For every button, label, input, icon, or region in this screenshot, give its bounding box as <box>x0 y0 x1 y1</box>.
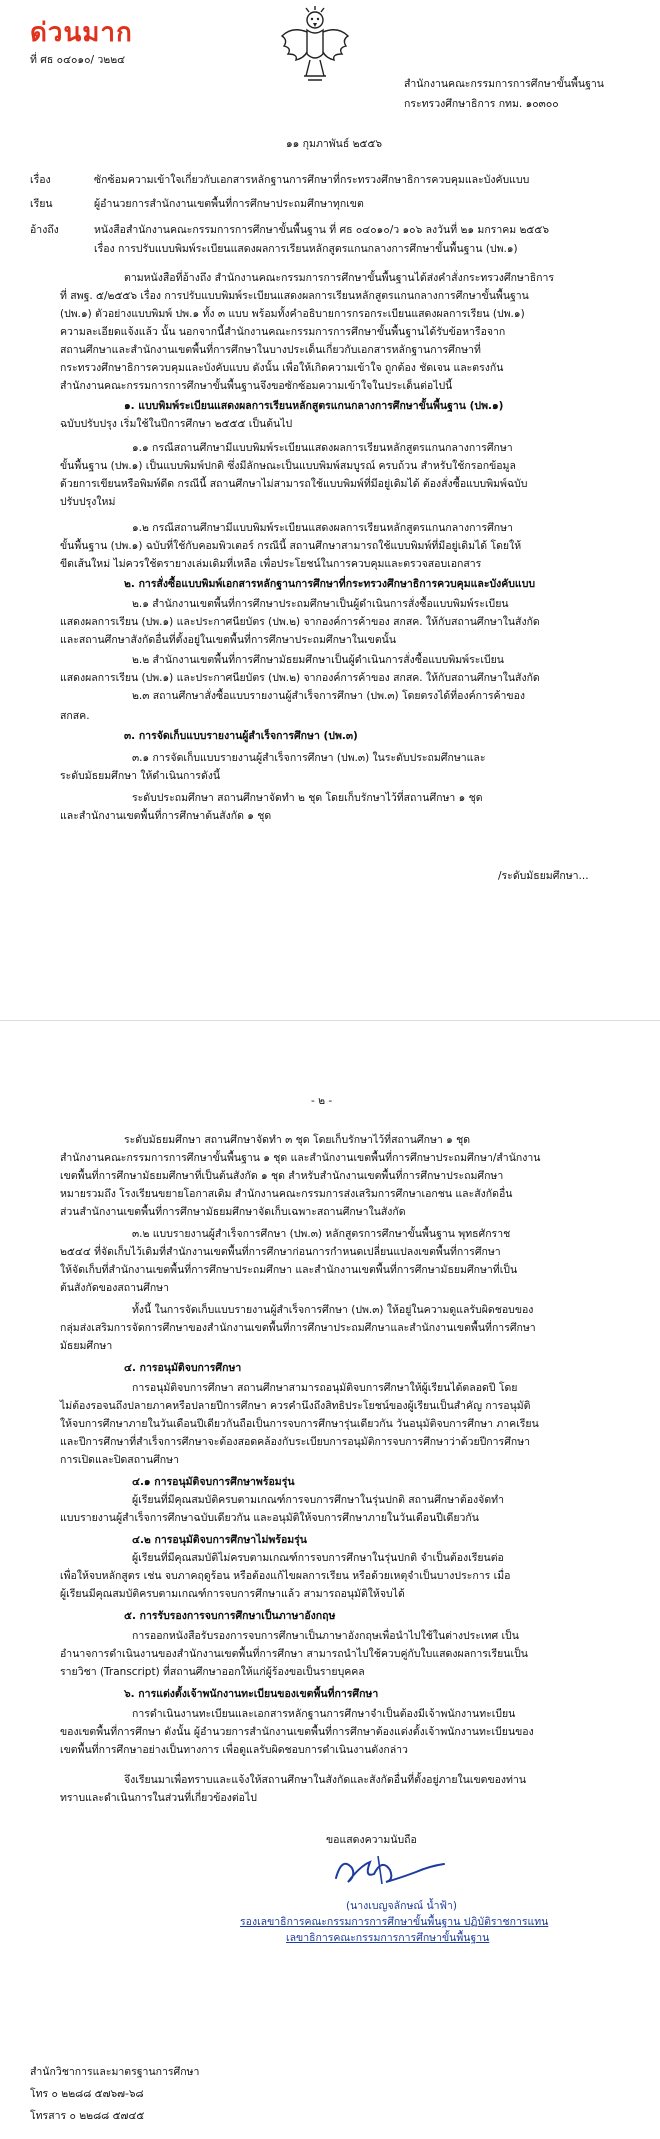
signer-title-2: เลขาธิการคณะกรรมการการศึกษาขั้นพื้นฐาน <box>286 1932 490 1944</box>
body-line: ผู้เรียนมีคุณสมบัติครบตามเกณฑ์การจบการศึกษาแล้ว สามารถอนุมัติให้จบได้ <box>60 1588 405 1600</box>
body-line: ไม่ต้องรอจนถึงปลายภาคหรือปลายปีการศึกษา ควรคำนึงถึงสิทธิประโยชน์ของผู้เรียนเป็นสำคัญ การอนุมัติ <box>60 1400 531 1412</box>
page-divider <box>0 1020 660 1021</box>
body-line: รายวิชา (Transcript) ที่สถานศึกษาออกให้แก่ผู้ร้องขอเป็นรายบุคคล <box>60 1666 365 1678</box>
recipient-label: เรียน <box>30 198 53 210</box>
footer-department: สำนักวิชาการและมาตรฐานการศึกษา <box>30 2066 200 2078</box>
body-line: ทั้งนี้ ในการจัดเก็บแบบรายงานผู้สำเร็จการศึกษา (ปพ.๓) ให้อยู่ในความดูแลรับผิดชอบของ <box>132 1304 534 1316</box>
body-line: ระดับมัธยมศึกษา ให้ดำเนินการดังนี้ <box>60 770 221 782</box>
body-line: และสถานศึกษาสังกัดอื่นที่ตั้งอยู่ในเขตพื้นที่การศึกษาประถมศึกษาในเขตนั้น <box>60 634 396 646</box>
body-line: ฉบับปรับปรุง เริ่มใช้ในปีการศึกษา ๒๕๕๕ เป็นต้นไป <box>60 418 293 430</box>
body-line: ขั้นพื้นฐาน (ปพ.๑) เป็นแบบพิมพ์ปกติ ซึ่งมีลักษณะเป็นแบบพิมพ์สมบูรณ์ ครบถ้วน สำหรับใช้กรอกข้อมูล <box>60 460 516 472</box>
section-heading: ๔. การอนุมัติจบการศึกษา <box>124 1362 242 1374</box>
urgency-label: ด่วนมาก <box>30 18 133 48</box>
body-line: จึงเรียนมาเพื่อทราบและแจ้งให้สถานศึกษาในสังกัดและสังกัดอื่นที่ตั้งอยู่ภายในเขตของท่าน <box>124 1774 527 1786</box>
reference-line-2: เรื่อง การปรับแบบพิมพ์ระเบียนแสดงผลการเรียนหลักสูตรแกนกลางการศึกษาขั้นพื้นฐาน (ปพ.๑) <box>94 243 518 255</box>
subsection-heading: ๔.๑ การอนุมัติจบการศึกษาพร้อมรุ่น <box>132 1476 295 1488</box>
section-heading: ๕. การรับรองการจบการศึกษาเป็นภาษาอังกฤษ <box>124 1610 336 1622</box>
section-heading: ๑. แบบพิมพ์ระเบียนแสดงผลการเรียนหลักสูตรแกนกลางการศึกษาขั้นพื้นฐาน (ปพ.๑) <box>124 400 504 412</box>
body-line: สำนักงานคณะกรรมการการศึกษาขั้นพื้นฐาน ๑ ชุด และสำนักงานเขตพื้นที่การศึกษาประถมศึกษา/สำนักงาน <box>60 1152 541 1164</box>
recipient: ผู้อำนวยการสำนักงานเขตพื้นที่การศึกษาประถมศึกษาทุกเขต <box>94 198 364 210</box>
page-number: - ๒ - <box>311 1095 333 1107</box>
signer-title-1: รองเลขาธิการคณะกรรมการการศึกษาขั้นพื้นฐาน ปฏิบัติราชการแทน <box>240 1916 549 1928</box>
closing-regards: ขอแสดงความนับถือ <box>326 1834 417 1846</box>
body-line: ส่วนสำนักงานเขตพื้นที่การศึกษามัธยมศึกษาจัดเก็บเฉพาะสถานศึกษาในสังกัด <box>60 1206 406 1218</box>
body-line: ระดับประถมศึกษา สถานศึกษาจัดทำ ๒ ชุด โดยเก็บรักษาไว้ที่สถานศึกษา ๑ ชุด <box>132 792 483 804</box>
section-heading: ๖. การแต่งตั้งเจ้าพนักงานทะเบียนของเขตพื้นที่การศึกษา <box>124 1688 379 1700</box>
body-line: ด้วยการเขียนหรือพิมพ์ดีด กรณีนี้ สถานศึกษาไม่สามารถใช้แบบพิมพ์ที่มีอยู่เดิมได้ ต้องสั่งซื้อแบบพิมพ์ฉบับ <box>60 478 528 490</box>
body-line: สกสค. <box>60 710 90 722</box>
section-heading: ๒. การสั่งซื้อแบบพิมพ์เอกสารหลักฐานการศึกษาที่กระทรวงศึกษาธิการควบคุมและบังคับแบบ <box>124 578 536 590</box>
reference-line-1: หนังสือสำนักงานคณะกรรมการการศึกษาขั้นพื้นฐาน ที่ ศธ ๐๔๐๑๐/ว ๑๐๖ ลงวันที่ ๒๑ มกราคม ๒๕๕๖ <box>94 224 549 236</box>
subject-label: เรื่อง <box>30 174 51 186</box>
body-line: มัธยมศึกษา <box>60 1340 113 1352</box>
office-address: กระทรวงศึกษาธิการ กทม. ๑๐๓๐๐ <box>404 98 559 110</box>
body-line: ขั้นพื้นฐาน (ปพ.๑) ฉบับที่ใช้กับคอมพิวเตอร์ กรณีนี้ สถานศึกษาสามารถใช้แบบพิมพ์ที่มีอยู่เดิมได้ โดยให้ <box>60 540 522 552</box>
body-line: กลุ่มส่งเสริมการจัดการศึกษาของสำนักงานเขตพื้นที่การศึกษาประถมศึกษาและสำนักงานเขตพื้นที่การศึกษา <box>60 1322 536 1334</box>
body-line: การออกหนังสือรับรองการจบการศึกษาเป็นภาษาอังกฤษเพื่อนำไปใช้ในต่างประเทศ เป็น <box>132 1630 519 1642</box>
footer-fax: โทรสาร ๐ ๒๒๘๘ ๕๗๔๕ <box>30 2110 145 2122</box>
body-line: (ปพ.๑) ตัวอย่างแบบพิมพ์ ปพ.๑ ทั้ง ๓ แบบ พร้อมทั้งคำอธิบายการกรอกระเบียนแสดงผลการเรียน (ปพ.๑) <box>60 308 525 320</box>
body-line: ระดับมัธยมศึกษา สถานศึกษาจัดทำ ๓ ชุด โดยเก็บรักษาไว้ที่สถานศึกษา ๑ ชุด <box>124 1134 471 1146</box>
body-line: ๒๕๔๔ ที่จัดเก็บไว้เดิมที่สำนักงานเขตพื้นที่การศึกษาก่อนการกำหนดเปลี่ยนแปลงเขตพื้นที่การศึกษา <box>60 1246 501 1258</box>
subsection-heading: ๔.๒ การอนุมัติจบการศึกษาไม่พร้อมรุ่น <box>132 1534 307 1546</box>
footer-phone: โทร ๐ ๒๒๘๘ ๕๗๖๗-๖๘ <box>30 2088 144 2100</box>
body-line: เพื่อให้จบหลักสูตร เช่น จบภาคฤดูร้อน หรือต้องแก้ไขผลการเรียน หรือด้วยเหตุจำเป็นบางประการ เมื่อ <box>60 1570 511 1582</box>
reference-number: ที่ ศธ ๐๔๐๑๐/ ว๒๒๔ <box>30 54 126 66</box>
body-line: ให้จัดเก็บที่สำนักงานเขตพื้นที่การศึกษาประถมศึกษา และสำนักงานเขตพื้นที่การศึกษามัธยมศึกษาที่เป็น <box>60 1264 518 1276</box>
continued-marker: /ระดับมัธยมศึกษา... <box>498 870 589 882</box>
body-line: ผู้เรียนที่มีคุณสมบัติครบตามเกณฑ์การจบการศึกษาในรุ่นปกติ สถานศึกษาต้องจัดทำ <box>132 1494 504 1506</box>
subject-line: ซักซ้อมความเข้าใจเกี่ยวกับเอกสารหลักฐานการศึกษาที่กระทรวงศึกษาธิการควบคุมและบังคับแบบ <box>94 174 530 186</box>
body-line: ๒.๑ สำนักงานเขตพื้นที่การศึกษาประถมศึกษาเป็นผู้ดำเนินการสั่งซื้อแบบพิมพ์ระเบียน <box>132 598 509 610</box>
body-line: เขตพื้นที่การศึกษามัธยมศึกษาที่เป็นต้นสังกัด ๑ ชุด สำหรับสำนักงานเขตพื้นที่การศึกษาประถมศึกษา <box>60 1170 504 1182</box>
body-line: แสดงผลการเรียน (ปพ.๑) และประกาศนียบัตร (ปพ.๒) จากองค์การค้าของ สกสค. ให้กับสถานศึกษาในสังกัด <box>60 616 540 628</box>
garuda-emblem-icon <box>278 6 352 86</box>
body-line: เขตพื้นที่การศึกษาอย่างเป็นทางการ เพื่อดูแลรับผิดชอบการดำเนินงานดังกล่าว <box>60 1744 408 1756</box>
body-line: ปรับปรุงใหม่ <box>60 496 116 508</box>
body-line: การเปิดและปิดสถานศึกษา <box>60 1454 179 1466</box>
body-line: ของเขตพื้นที่การศึกษา ดังนั้น ผู้อำนวยการสำนักงานเขตพื้นที่การศึกษาต้องแต่งตั้งเจ้าพนักงานทะเบียนของ <box>60 1726 534 1738</box>
body-line: ขีดเส้นใหม่ ไม่ควรใช้ตรายางเล่มเดิมที่เหลือ เพื่อประโยชน์ในการควบคุมและตรวจสอบเอกสาร <box>60 558 482 570</box>
section-heading: ๓. การจัดเก็บแบบรายงานผู้สำเร็จการศึกษา (ปพ.๓) <box>124 730 358 742</box>
signer-name: (นางเบญจลักษณ์ น้ำฟ้า) <box>346 1900 457 1912</box>
body-line: ๓.๒ แบบรายงานผู้สำเร็จการศึกษา (ปพ.๓) หลักสูตรการศึกษาขั้นพื้นฐาน พุทธศักราช <box>132 1228 511 1240</box>
office-name: สำนักงานคณะกรรมการการศึกษาขั้นพื้นฐาน <box>404 78 604 90</box>
body-line: การอนุมัติจบการศึกษา สถานศึกษาสามารถอนุมัติจบการศึกษาให้ผู้เรียนได้ตลอดปี โดย <box>132 1382 518 1394</box>
body-line: ผู้เรียนที่มีคุณสมบัติไม่ครบตามเกณฑ์การจบการศึกษาในรุ่นปกติ จำเป็นต้องเรียนต่อ <box>132 1552 504 1564</box>
signature-icon <box>330 1848 450 1894</box>
body-line: กระทรวงศึกษาธิการควบคุมและบังคับแบบ ดังนั้น เพื่อให้เกิดความเข้าใจ ถูกต้อง ชัดเจน และตรงกัน <box>60 362 504 374</box>
body-line: ๑.๑ กรณีสถานศึกษามีแบบพิมพ์ระเบียนแสดงผลการเรียนหลักสูตรแกนกลางการศึกษา <box>132 442 513 454</box>
body-line: ตามหนังสือที่อ้างถึง สำนักงานคณะกรรมการการศึกษาขั้นพื้นฐานได้ส่งคำสั่งกระทรวงศึกษาธิการ <box>124 272 555 284</box>
body-line: การดำเนินงานทะเบียนและเอกสารหลักฐานการศึกษาจำเป็นต้องมีเจ้าพนักงานทะเบียน <box>132 1708 516 1720</box>
body-line: ต้นสังกัดของสถานศึกษา <box>60 1282 169 1294</box>
body-line: สถานศึกษาและสำนักงานเขตพื้นที่การศึกษาในบางประเด็นเกี่ยวกับเอกสารหลักฐานการศึกษาที่ <box>60 344 481 356</box>
body-line: ทราบและดำเนินการในส่วนที่เกี่ยวข้องต่อไป <box>60 1792 257 1804</box>
body-line: สำนักงานคณะกรรมการการศึกษาขั้นพื้นฐานจึงขอซักซ้อมความเข้าใจในประเด็นต่อไปนี้ <box>60 380 453 392</box>
body-line: ๓.๑ การจัดเก็บแบบรายงานผู้สำเร็จการศึกษา (ปพ.๓) ในระดับประถมศึกษาและ <box>132 752 486 764</box>
body-line: แบบรายงานผู้สำเร็จการศึกษาฉบับเดียวกัน และอนุมัติให้จบการศึกษาภายในวันเดือนปีเดียวกัน <box>60 1512 479 1524</box>
body-line: และปีการศึกษาที่สำเร็จการศึกษาจะต้องสอดคล้องกับระเบียบการอนุมัติการจบการศึกษาว่าด้วยปีการศึกษา <box>60 1436 531 1448</box>
reference-label: อ้างถึง <box>30 224 59 236</box>
body-line: ที่ สพฐ. ๕/๒๕๕๖ เรื่อง การปรับแบบพิมพ์ระเบียนแสดงผลการเรียนหลักสูตรแกนกลางการศึกษาขั้นพื้นฐาน <box>60 290 529 302</box>
body-line: อำนาจการดำเนินงานของสำนักงานเขตพื้นที่การศึกษา สามารถนำไปใช้ควบคู่กับใบแสดงผลการเรียนเป็น <box>60 1648 528 1660</box>
body-line: แสดงผลการเรียน (ปพ.๑) และประกาศนียบัตร (ปพ.๒) จากองค์การค้าของ สกสค. ให้กับสถานศึกษาในสังกัด <box>60 672 540 684</box>
body-line: ๒.๓ สถานศึกษาสั่งซื้อแบบรายงานผู้สำเร็จการศึกษา (ปพ.๓) โดยตรงได้ที่องค์การค้าของ <box>132 690 526 702</box>
body-line: ความละเอียดแจ้งแล้ว นั้น นอกจากนี้สำนักงานคณะกรรมการการศึกษาขั้นพื้นฐานได้รับข้อหารือจาก <box>60 326 506 338</box>
body-line: ให้จบการศึกษาภายในวันเดือนปีเดียวกันถือเป็นการจบการศึกษารุ่นเดียวกัน วันอนุมัติจบการศึกษา ภาคเรียน <box>60 1418 539 1430</box>
document-date: ๑๑ กุมภาพันธ์ ๒๕๕๖ <box>286 138 383 150</box>
body-line: และสำนักงานเขตพื้นที่การศึกษาต้นสังกัด ๑ ชุด <box>60 810 272 822</box>
body-line: ๑.๒ กรณีสถานศึกษามีแบบพิมพ์ระเบียนแสดงผลการเรียนหลักสูตรแกนกลางการศึกษา <box>132 522 513 534</box>
body-line: ๒.๒ สำนักงานเขตพื้นที่การศึกษามัธยมศึกษาเป็นผู้ดำเนินการสั่งซื้อแบบพิมพ์ระเบียน <box>132 654 504 666</box>
body-line: หมายรวมถึง โรงเรียนขยายโอกาสเดิม สำนักงานคณะกรรมการส่งเสริมการศึกษาเอกชน และสังกัดอื่น <box>60 1188 513 1200</box>
